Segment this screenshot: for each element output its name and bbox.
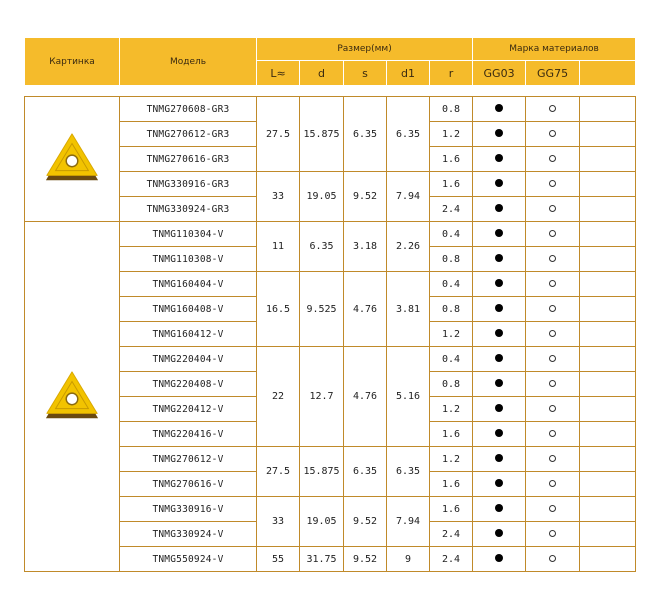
model-cell: TNMG270616-GR3	[120, 147, 257, 172]
dim-cell-d1: 2.26	[387, 222, 430, 272]
dim-cell-d: 19.05	[300, 497, 344, 547]
hollow-dot-icon	[549, 255, 556, 262]
model-cell: TNMG110304-V	[120, 222, 257, 247]
grade-cell-gg03	[473, 197, 526, 222]
radius-cell: 2.4	[430, 197, 473, 222]
picture-cell	[25, 97, 120, 222]
picture-cell	[25, 222, 120, 572]
triangle-insert-v-icon	[43, 368, 101, 426]
radius-cell: 1.2	[430, 397, 473, 422]
model-cell: TNMG330916-GR3	[120, 172, 257, 197]
table-row	[25, 222, 636, 247]
filled-dot-icon	[495, 104, 503, 112]
dim-cell-d1: 6.35	[387, 97, 430, 172]
grade-cell-empty	[580, 97, 636, 122]
dim-cell-s: 3.18	[344, 222, 387, 272]
grade-cell-gg03	[473, 272, 526, 297]
grade-cell-gg75	[526, 322, 580, 347]
dim-cell-d: 9.525	[300, 272, 344, 347]
grade-cell-gg75	[526, 147, 580, 172]
dim-cell-d: 15.875	[300, 447, 344, 497]
radius-cell: 1.2	[430, 322, 473, 347]
grade-cell-gg75	[526, 372, 580, 397]
dim-cell-d: 15.875	[300, 97, 344, 172]
radius-cell: 1.6	[430, 472, 473, 497]
filled-dot-icon	[495, 154, 503, 162]
grade-cell-gg75	[526, 422, 580, 447]
grade-cell-gg75	[526, 522, 580, 547]
filled-dot-icon	[495, 429, 503, 437]
grade-cell-gg03	[473, 122, 526, 147]
grade-cell-empty	[580, 447, 636, 472]
grade-cell-gg03	[473, 347, 526, 372]
filled-dot-icon	[495, 304, 503, 312]
dim-cell-l: 16.5	[257, 272, 300, 347]
grade-cell-empty	[580, 147, 636, 172]
table-row	[25, 97, 636, 122]
dim-cell-l: 55	[257, 547, 300, 572]
filled-dot-icon	[495, 454, 503, 462]
grade-cell-gg03	[473, 422, 526, 447]
grade-cell-empty	[580, 372, 636, 397]
dim-cell-s: 6.35	[344, 97, 387, 172]
filled-dot-icon	[495, 329, 503, 337]
dim-cell-d1: 7.94	[387, 497, 430, 547]
hollow-dot-icon	[549, 380, 556, 387]
grade-cell-empty	[580, 522, 636, 547]
dim-cell-s: 4.76	[344, 272, 387, 347]
dim-cell-l: 33	[257, 497, 300, 547]
grade-cell-gg75	[526, 172, 580, 197]
filled-dot-icon	[495, 504, 503, 512]
radius-cell: 1.6	[430, 497, 473, 522]
grade-cell-gg03	[473, 172, 526, 197]
hollow-dot-icon	[549, 230, 556, 237]
grade-cell-empty	[580, 297, 636, 322]
insert-spec-table	[24, 37, 636, 572]
grade-cell-empty	[580, 172, 636, 197]
header-grade: Марка материалов	[473, 38, 636, 61]
hollow-dot-icon	[549, 205, 556, 212]
grade-cell-empty	[580, 422, 636, 447]
grade-cell-gg75	[526, 247, 580, 272]
filled-dot-icon	[495, 229, 503, 237]
grade-cell-empty	[580, 472, 636, 497]
filled-dot-icon	[495, 129, 503, 137]
model-cell: TNMG330916-V	[120, 497, 257, 522]
table-body	[25, 97, 636, 572]
hollow-dot-icon	[549, 530, 556, 537]
triangle-insert-gr3-icon	[43, 130, 101, 188]
grade-cell-gg03	[473, 447, 526, 472]
model-cell: TNMG550924-V	[120, 547, 257, 572]
filled-dot-icon	[495, 479, 503, 487]
grade-cell-gg75	[526, 397, 580, 422]
hollow-dot-icon	[549, 505, 556, 512]
hollow-dot-icon	[549, 455, 556, 462]
model-cell: TNMG270612-GR3	[120, 122, 257, 147]
grade-cell-gg03	[473, 222, 526, 247]
hollow-dot-icon	[549, 155, 556, 162]
grade-cell-gg75	[526, 272, 580, 297]
model-cell: TNMG270608-GR3	[120, 97, 257, 122]
hollow-dot-icon	[549, 355, 556, 362]
dim-cell-d1: 5.16	[387, 347, 430, 447]
hollow-dot-icon	[549, 180, 556, 187]
grade-cell-empty	[580, 197, 636, 222]
grade-cell-gg03	[473, 547, 526, 572]
filled-dot-icon	[495, 404, 503, 412]
radius-cell: 0.8	[430, 297, 473, 322]
radius-cell: 0.4	[430, 272, 473, 297]
dim-cell-s: 9.52	[344, 497, 387, 547]
dim-cell-s: 4.76	[344, 347, 387, 447]
grade-cell-gg03	[473, 297, 526, 322]
model-cell: TNMG330924-GR3	[120, 197, 257, 222]
radius-cell: 0.4	[430, 222, 473, 247]
grade-cell-empty	[580, 397, 636, 422]
filled-dot-icon	[495, 554, 503, 562]
dim-cell-d: 19.05	[300, 172, 344, 222]
header-picture: Картинка	[25, 38, 120, 86]
grade-cell-empty	[580, 347, 636, 372]
header-grade-gg03: GG03	[473, 61, 526, 86]
grade-cell-gg03	[473, 497, 526, 522]
grade-cell-gg75	[526, 122, 580, 147]
grade-cell-empty	[580, 122, 636, 147]
table-header	[25, 38, 636, 86]
header-size: Размер(мм)	[257, 38, 473, 61]
filled-dot-icon	[495, 204, 503, 212]
header-col-s: s	[344, 61, 387, 86]
model-cell: TNMG220412-V	[120, 397, 257, 422]
dim-cell-l: 27.5	[257, 97, 300, 172]
hollow-dot-icon	[549, 555, 556, 562]
radius-cell: 1.6	[430, 147, 473, 172]
filled-dot-icon	[495, 529, 503, 537]
grade-cell-gg03	[473, 97, 526, 122]
header-col-d: d	[300, 61, 344, 86]
grade-cell-empty	[580, 547, 636, 572]
model-cell: TNMG330924-V	[120, 522, 257, 547]
product-table-sheet	[24, 37, 635, 572]
model-cell: TNMG220416-V	[120, 422, 257, 447]
grade-cell-gg75	[526, 497, 580, 522]
grade-cell-empty	[580, 272, 636, 297]
grade-cell-gg03	[473, 397, 526, 422]
filled-dot-icon	[495, 354, 503, 362]
header-model: Модель	[120, 38, 257, 86]
dim-cell-d1: 9	[387, 547, 430, 572]
filled-dot-icon	[495, 279, 503, 287]
dim-cell-l: 27.5	[257, 447, 300, 497]
model-cell: TNMG160412-V	[120, 322, 257, 347]
dim-cell-l: 22	[257, 347, 300, 447]
hollow-dot-icon	[549, 105, 556, 112]
hollow-dot-icon	[549, 130, 556, 137]
header-grade-empty	[580, 61, 636, 86]
header-grade-gg75: GG75	[526, 61, 580, 86]
dim-cell-d: 6.35	[300, 222, 344, 272]
radius-cell: 1.2	[430, 447, 473, 472]
filled-dot-icon	[495, 379, 503, 387]
hollow-dot-icon	[549, 430, 556, 437]
grade-cell-empty	[580, 497, 636, 522]
grade-cell-empty	[580, 322, 636, 347]
radius-cell: 1.2	[430, 122, 473, 147]
dim-cell-l: 33	[257, 172, 300, 222]
grade-cell-gg03	[473, 372, 526, 397]
grade-cell-gg03	[473, 322, 526, 347]
filled-dot-icon	[495, 254, 503, 262]
model-cell: TNMG160404-V	[120, 272, 257, 297]
header-col-r: r	[430, 61, 473, 86]
dim-cell-d1: 3.81	[387, 272, 430, 347]
radius-cell: 0.4	[430, 347, 473, 372]
radius-cell: 1.6	[430, 422, 473, 447]
radius-cell: 0.8	[430, 97, 473, 122]
grade-cell-gg75	[526, 97, 580, 122]
model-cell: TNMG270612-V	[120, 447, 257, 472]
grade-cell-gg75	[526, 197, 580, 222]
dim-cell-s: 6.35	[344, 447, 387, 497]
radius-cell: 1.6	[430, 172, 473, 197]
model-cell: TNMG110308-V	[120, 247, 257, 272]
hollow-dot-icon	[549, 280, 556, 287]
dim-cell-s: 9.52	[344, 172, 387, 222]
filled-dot-icon	[495, 179, 503, 187]
grade-cell-gg03	[473, 472, 526, 497]
model-cell: TNMG220408-V	[120, 372, 257, 397]
hollow-dot-icon	[549, 480, 556, 487]
dim-cell-d: 31.75	[300, 547, 344, 572]
grade-cell-gg75	[526, 447, 580, 472]
model-cell: TNMG160408-V	[120, 297, 257, 322]
grade-cell-gg75	[526, 297, 580, 322]
grade-cell-gg75	[526, 222, 580, 247]
hollow-dot-icon	[549, 330, 556, 337]
header-col-l: L≈	[257, 61, 300, 86]
grade-cell-gg03	[473, 247, 526, 272]
hollow-dot-icon	[549, 405, 556, 412]
hollow-dot-icon	[549, 305, 556, 312]
radius-cell: 0.8	[430, 247, 473, 272]
header-col-d1: d1	[387, 61, 430, 86]
model-cell: TNMG220404-V	[120, 347, 257, 372]
grade-cell-gg03	[473, 147, 526, 172]
grade-cell-gg75	[526, 347, 580, 372]
dim-cell-d1: 6.35	[387, 447, 430, 497]
dim-cell-d: 12.7	[300, 347, 344, 447]
grade-cell-gg75	[526, 472, 580, 497]
grade-cell-gg75	[526, 547, 580, 572]
dim-cell-d1: 7.94	[387, 172, 430, 222]
radius-cell: 2.4	[430, 547, 473, 572]
grade-cell-empty	[580, 222, 636, 247]
grade-cell-gg03	[473, 522, 526, 547]
grade-cell-empty	[580, 247, 636, 272]
radius-cell: 2.4	[430, 522, 473, 547]
dim-cell-s: 9.52	[344, 547, 387, 572]
dim-cell-l: 11	[257, 222, 300, 272]
radius-cell: 0.8	[430, 372, 473, 397]
model-cell: TNMG270616-V	[120, 472, 257, 497]
